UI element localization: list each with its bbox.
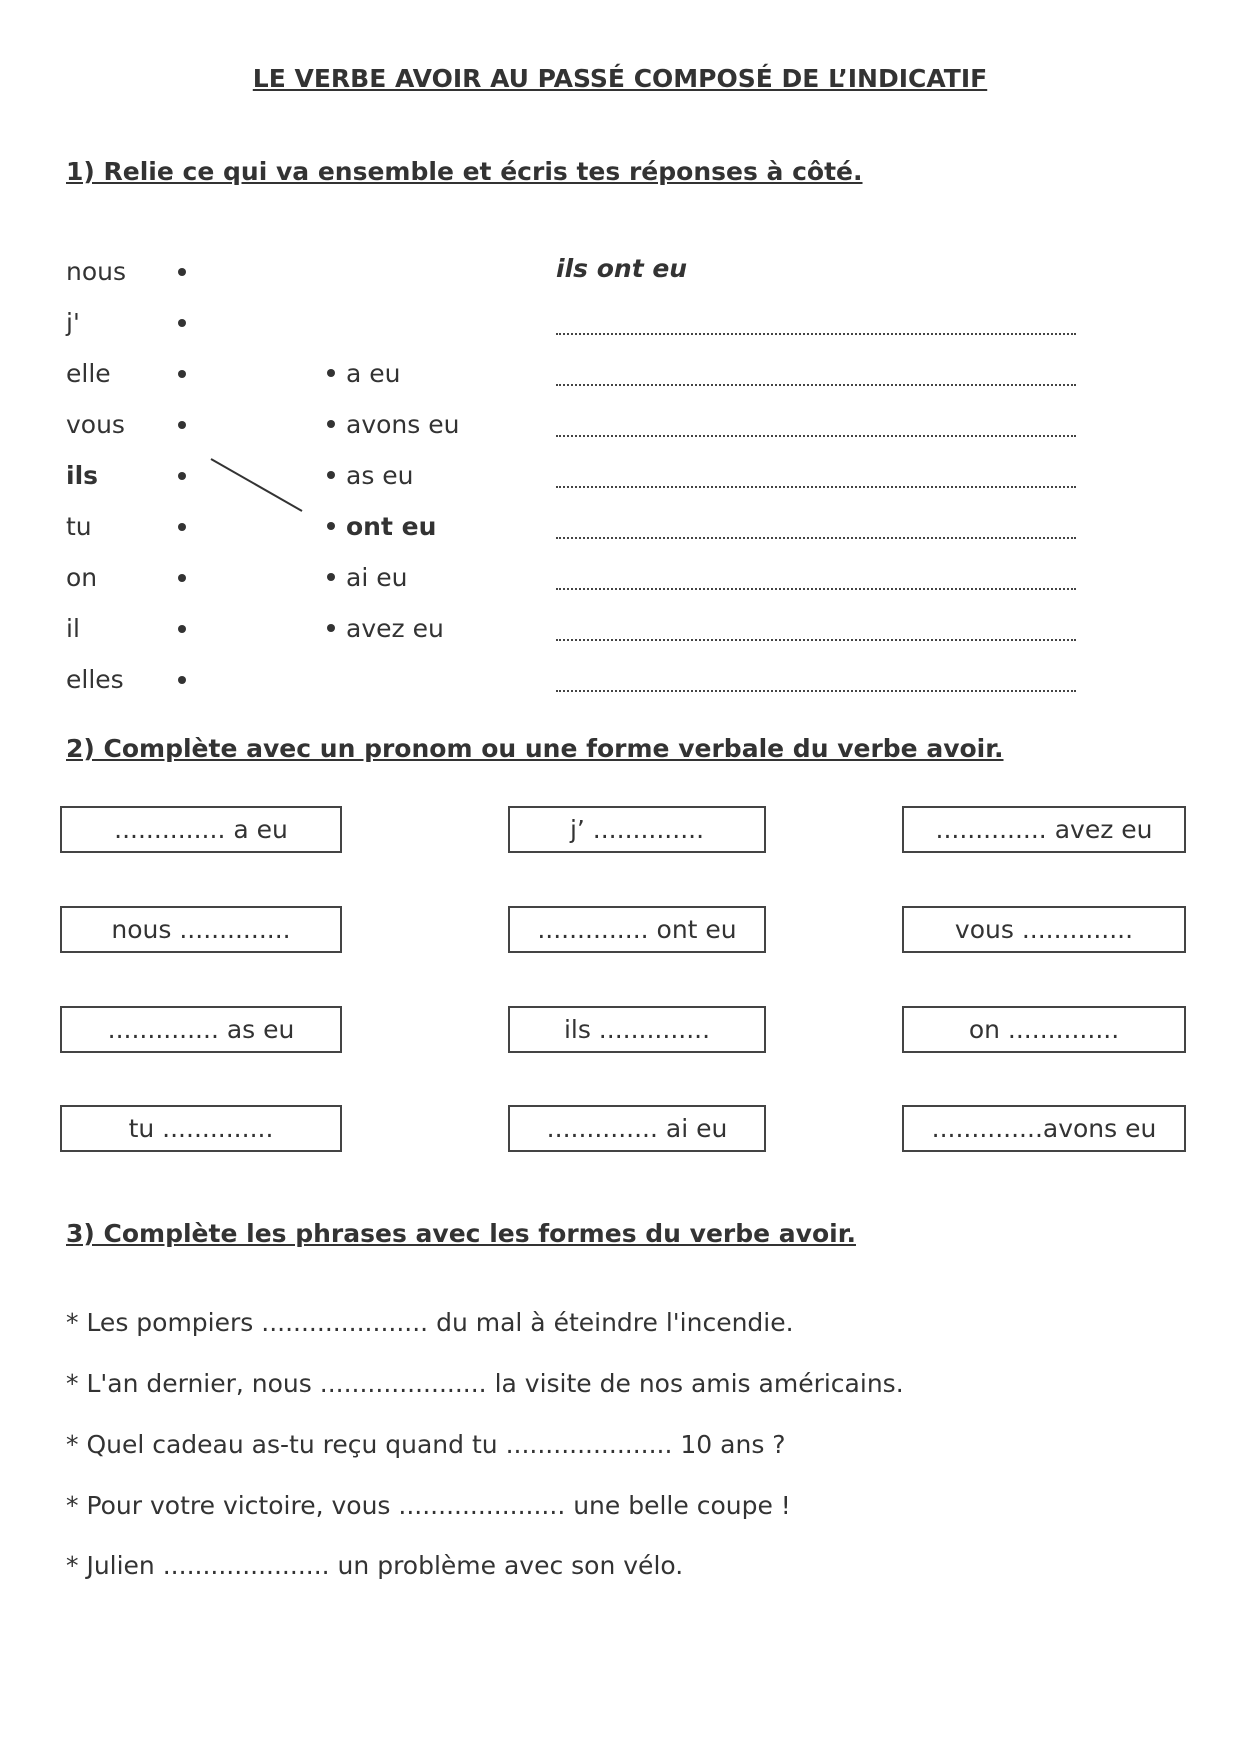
answer-line[interactable] bbox=[556, 486, 1076, 488]
verb-item[interactable] bbox=[327, 512, 436, 541]
fill-sentence[interactable]: * Julien ..................... un problème avec son vélo. bbox=[66, 1551, 684, 1580]
answer-line[interactable] bbox=[556, 690, 1076, 692]
answer-line[interactable] bbox=[556, 639, 1076, 641]
pronoun-vous: vous bbox=[66, 410, 125, 439]
fill-box[interactable]: j’ .............. bbox=[508, 806, 766, 853]
answer-line[interactable] bbox=[556, 384, 1076, 386]
section-1-heading: 1) Relie ce qui va ensemble et écris tes réponses à côté. bbox=[66, 157, 863, 186]
verb-item[interactable] bbox=[327, 461, 414, 490]
verb-bullet bbox=[327, 420, 335, 428]
fill-box[interactable]: ils .............. bbox=[508, 1006, 766, 1053]
fill-sentence[interactable]: * L'an dernier, nous ..................... la visite de nos amis américains. bbox=[66, 1369, 904, 1398]
fill-sentence[interactable]: * Pour votre victoire, vous ..................... une belle coupe ! bbox=[66, 1491, 791, 1520]
verb-bullet bbox=[327, 573, 335, 581]
answer-line[interactable] bbox=[556, 435, 1076, 437]
answer-line[interactable] bbox=[556, 333, 1076, 335]
fill-sentence[interactable]: * Les pompiers ..................... du mal à éteindre l'incendie. bbox=[66, 1308, 794, 1337]
fill-box[interactable]: nous .............. bbox=[60, 906, 342, 953]
answer-line[interactable] bbox=[556, 537, 1076, 539]
verb-bullet bbox=[327, 624, 335, 632]
fill-box[interactable]: .............. ont eu bbox=[508, 906, 766, 953]
fill-box[interactable]: ..............avons eu bbox=[902, 1105, 1186, 1152]
verb-bullet bbox=[327, 471, 335, 479]
answer-line[interactable] bbox=[556, 588, 1076, 590]
section-2-heading: 2) Complète avec un pronom ou une forme verbale du verbe avoir. bbox=[66, 734, 1004, 763]
page-title: LE VERBE AVOIR AU PASSÉ COMPOSÉ DE L’INDICATIF bbox=[252, 64, 988, 93]
fill-box[interactable]: .............. ai eu bbox=[508, 1105, 766, 1152]
pronoun-tu: tu bbox=[66, 512, 92, 541]
pronoun-ils: ils bbox=[66, 461, 99, 490]
pronoun-nous: nous bbox=[66, 257, 127, 286]
verb-item[interactable] bbox=[327, 359, 401, 388]
fill-box[interactable]: on .............. bbox=[902, 1006, 1186, 1053]
verb-label: avons eu bbox=[346, 410, 460, 439]
verb-bullet bbox=[327, 522, 335, 530]
pronoun-elles: elles bbox=[66, 665, 124, 694]
fill-box[interactable]: .............. as eu bbox=[60, 1006, 342, 1053]
pronoun-j: j' bbox=[66, 308, 80, 337]
verb-item[interactable] bbox=[327, 410, 459, 439]
fill-box[interactable]: .............. a eu bbox=[60, 806, 342, 853]
pronoun-il: il bbox=[66, 614, 80, 643]
verb-label: a eu bbox=[346, 359, 401, 388]
pronoun-elle: elle bbox=[66, 359, 111, 388]
verb-label: ai eu bbox=[346, 563, 408, 592]
fill-sentence[interactable]: * Quel cadeau as-tu reçu quand tu ..................... 10 ans ? bbox=[66, 1430, 786, 1459]
verb-item[interactable] bbox=[327, 614, 444, 643]
verb-label: as eu bbox=[346, 461, 414, 490]
verb-label: avez eu bbox=[346, 614, 444, 643]
section-3-heading: 3) Complète les phrases avec les formes du verbe avoir. bbox=[66, 1219, 856, 1248]
example-answer: ils ont eu bbox=[556, 254, 688, 283]
fill-box[interactable]: vous .............. bbox=[902, 906, 1186, 953]
fill-box[interactable]: .............. avez eu bbox=[902, 806, 1186, 853]
verb-label: ont eu bbox=[346, 512, 437, 541]
fill-box[interactable]: tu .............. bbox=[60, 1105, 342, 1152]
verb-item[interactable] bbox=[327, 563, 407, 592]
pronoun-on: on bbox=[66, 563, 98, 592]
verb-bullet bbox=[327, 369, 335, 377]
